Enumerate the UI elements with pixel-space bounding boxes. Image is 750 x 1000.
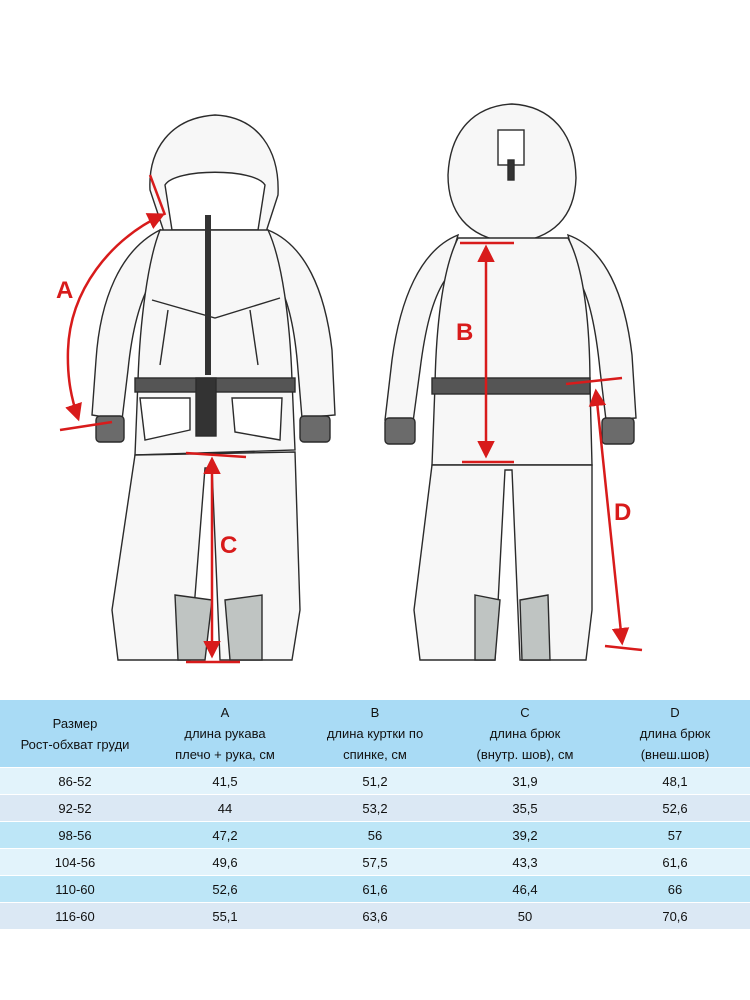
- cell-size: 86-52: [0, 768, 150, 795]
- cell-d: 66: [600, 876, 750, 903]
- header-size: [0, 700, 150, 768]
- header-line: плечо + рука, см: [175, 747, 275, 762]
- cell-d: 61,6: [600, 849, 750, 876]
- back-view: [385, 104, 636, 660]
- back-pants: [414, 465, 592, 660]
- header-line: (внеш.шов): [640, 747, 710, 762]
- header-line: B: [370, 705, 380, 720]
- cell-d: 52,6: [600, 795, 750, 822]
- header-line: A: [220, 705, 230, 720]
- header-line: Размер: [52, 715, 98, 731]
- cell-a: 55,1: [150, 903, 300, 930]
- cell-a: 41,5: [150, 768, 300, 795]
- cell-b: 56: [300, 822, 450, 849]
- cell-b: 63,6: [300, 903, 450, 930]
- header-line: D: [670, 705, 680, 720]
- cell-c: 35,5: [450, 795, 600, 822]
- table-row: [0, 903, 750, 930]
- cell-b: 51,2: [300, 768, 450, 795]
- cell-c: 39,2: [450, 822, 600, 849]
- cell-d: 48,1: [600, 768, 750, 795]
- cell-a: 49,6: [150, 849, 300, 876]
- table-row: [0, 849, 750, 876]
- table-row: [0, 795, 750, 822]
- header-line: (внутр. шов), см: [476, 747, 574, 762]
- cell-d: 70,6: [600, 903, 750, 930]
- header-b: [300, 700, 450, 768]
- size-table: [0, 700, 750, 929]
- header-line: длина брюк: [639, 726, 711, 741]
- header-line: спинке, см: [343, 747, 407, 762]
- table-row: [0, 822, 750, 849]
- cell-c: 46,4: [450, 876, 600, 903]
- label-d: D: [614, 499, 632, 526]
- cell-b: 61,6: [300, 876, 450, 903]
- front-view: [92, 115, 335, 660]
- header-d: [600, 700, 750, 768]
- cell-size: 98-56: [0, 822, 150, 849]
- cell-size: 116-60: [0, 903, 150, 930]
- header-line: длина рукава: [184, 726, 266, 741]
- cell-size: 104-56: [0, 849, 150, 876]
- cell-a: 52,6: [150, 876, 300, 903]
- table-row: [0, 876, 750, 903]
- header-c: [450, 700, 600, 768]
- cell-c: 43,3: [450, 849, 600, 876]
- back-jacket-body: [432, 238, 592, 465]
- label-a: A: [56, 277, 74, 304]
- cell-b: 53,2: [300, 795, 450, 822]
- cell-d: 57: [600, 822, 750, 849]
- cell-size: 92-52: [0, 795, 150, 822]
- cell-c: 50: [450, 903, 600, 930]
- cell-c: 31,9: [450, 768, 600, 795]
- header-line: Рост-обхват груди: [20, 736, 130, 752]
- cell-size: 110-60: [0, 876, 150, 903]
- header-line: C: [520, 705, 530, 720]
- label-c: C: [220, 532, 238, 559]
- header-a: [150, 700, 300, 768]
- header-line: длина брюк: [489, 726, 561, 741]
- table-header-row: [0, 700, 750, 768]
- table-row: [0, 768, 750, 795]
- cell-a: 44: [150, 795, 300, 822]
- cell-b: 57,5: [300, 849, 450, 876]
- label-b: B: [456, 319, 474, 346]
- header-line: длина куртки по: [326, 726, 424, 741]
- cell-a: 47,2: [150, 822, 300, 849]
